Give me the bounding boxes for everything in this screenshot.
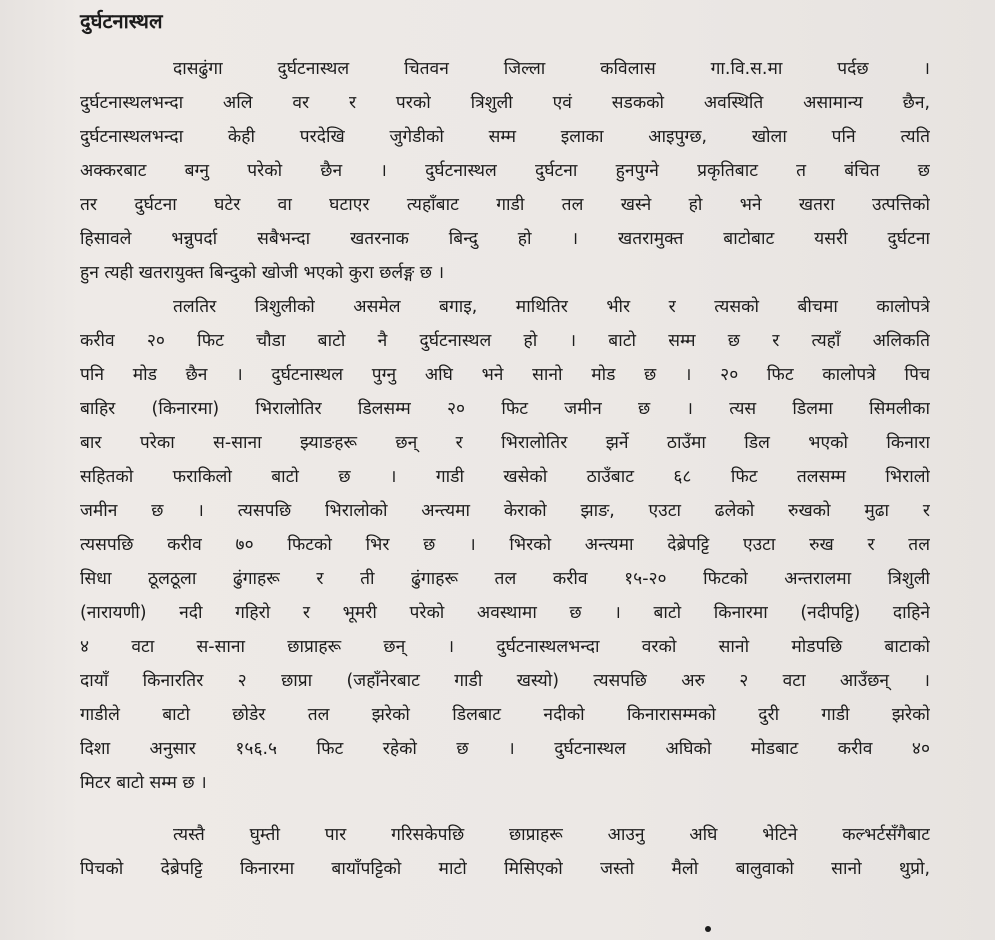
text-line: ४ वटा स-साना छाप्राहरू छन् । दुर्घटनास्थलभन्दा वरको सानो मोडपछि बाटाको: [80, 637, 930, 657]
text-line: जमीन छ । त्यसपछि भिरालोको अन्त्यमा केराको झाङ, एउटा ढलेको रुखको मुढा र: [80, 501, 930, 521]
text-line: पनि मोड छैन । दुर्घटनास्थल पुग्नु अघि भने सानो मोड छ । २० फिट कालोपत्रे पिच: [80, 365, 930, 385]
text-line: तलतिर त्रिशुलीको असमेल बगाइ, माथितिर भीर र त्यसको बीचमा कालोपत्रे: [173, 297, 930, 317]
text-line: मिटर बाटो सम्म छ ।: [80, 773, 207, 793]
section-heading: दुर्घटनास्थल: [80, 9, 163, 33]
text-line: पिचको देब्रेपट्टि किनारमा बायाँपट्टिको माटो मिसिएको जस्तो मैलो बालुवाको सानो थुप्रो,: [80, 859, 930, 879]
text-line: अक्करबाट बग्नु परेको छैन । दुर्घटनास्थल दुर्घटना हुनपुग्ने प्रकृतिबाट त बंचित छ: [80, 161, 930, 181]
text-line: बाहिर (किनारमा) भिरालोतिर डिलसम्म २० फिट जमीन छ । त्यस डिलमा सिमलीका: [80, 399, 930, 419]
text-line: करीव २० फिट चौडा बाटो नै दुर्घटनास्थल हो । बाटो सम्म छ र त्यहाँ अलिकति: [80, 331, 930, 351]
text-line: बार परेका स-साना झ्याङहरू छन् र भिरालोतिर झर्ने ठाउँमा डिल भएको किनारा: [80, 433, 930, 453]
text-line: हुन त्यही खतरायुक्त बिन्दुको खोजी भएको कुरा छर्लङ्ग छ ।: [80, 263, 445, 283]
text-line: दुर्घटनास्थलभन्दा केही परदेखि जुगेडीको सम्म इलाका आइपुग्छ, खोला पनि त्यति: [80, 127, 930, 147]
text-line: दासढुंगा दुर्घटनास्थल चितवन जिल्ला कविलास गा.वि.स.मा पर्दछ ।: [173, 59, 930, 79]
text-line: सिधा ठूलठूला ढुंगाहरू र ती ढुंगाहरू तल करीव १५-२० फिटको अन्तरालमा त्रिशुली: [80, 569, 930, 589]
page-mark: [705, 926, 711, 932]
text-line: दायाँ किनारतिर २ छाप्रा (जहाँनेरबाट गाडी खस्यो) त्यसपछि अरु २ वटा आउँछन् ।: [80, 671, 930, 691]
text-line: दुर्घटनास्थलभन्दा अलि वर र परको त्रिशुली एवं सडकको अवस्थिति असामान्य छैन,: [80, 93, 930, 113]
text-line: (नारायणी) नदी गहिरो र भूमरी परेको अवस्थामा छ । बाटो किनारमा (नदीपट्टि) दाहिने: [80, 603, 930, 623]
text-line: हिसावले भन्नुपर्दा सबैभन्दा खतरनाक बिन्दु हो । खतरामुक्त बाटोबाट यसरी दुर्घटना: [80, 229, 930, 249]
text-line: गाडीले बाटो छोडेर तल झरेको डिलबाट नदीको किनारासम्मको दुरी गाडी झरेको: [80, 705, 930, 725]
text-line: दिशा अनुसार १५६.५ फिट रहेको छ । दुर्घटनास्थल अघिको मोडबाट करीव ४०: [80, 739, 930, 759]
text-line: तर दुर्घटना घटेर वा घटाएर त्यहाँबाट गाडी तल खस्ने हो भने खतरा उत्पत्तिको: [80, 195, 930, 215]
text-line: त्यस्तै घुम्ती पार गरिसकेपछि छाप्राहरू आउनु अघि भेटिने कल्भर्टसँगैबाट: [173, 825, 930, 845]
text-line: सहितको फराकिलो बाटो छ । गाडी खसेको ठाउँबाट ६८ फिट तलसम्म भिरालो: [80, 467, 930, 487]
text-line: त्यसपछि करीव ७० फिटको भिर छ । भिरको अन्त्यमा देब्रेपट्टि एउटा रुख र तल: [80, 535, 930, 555]
